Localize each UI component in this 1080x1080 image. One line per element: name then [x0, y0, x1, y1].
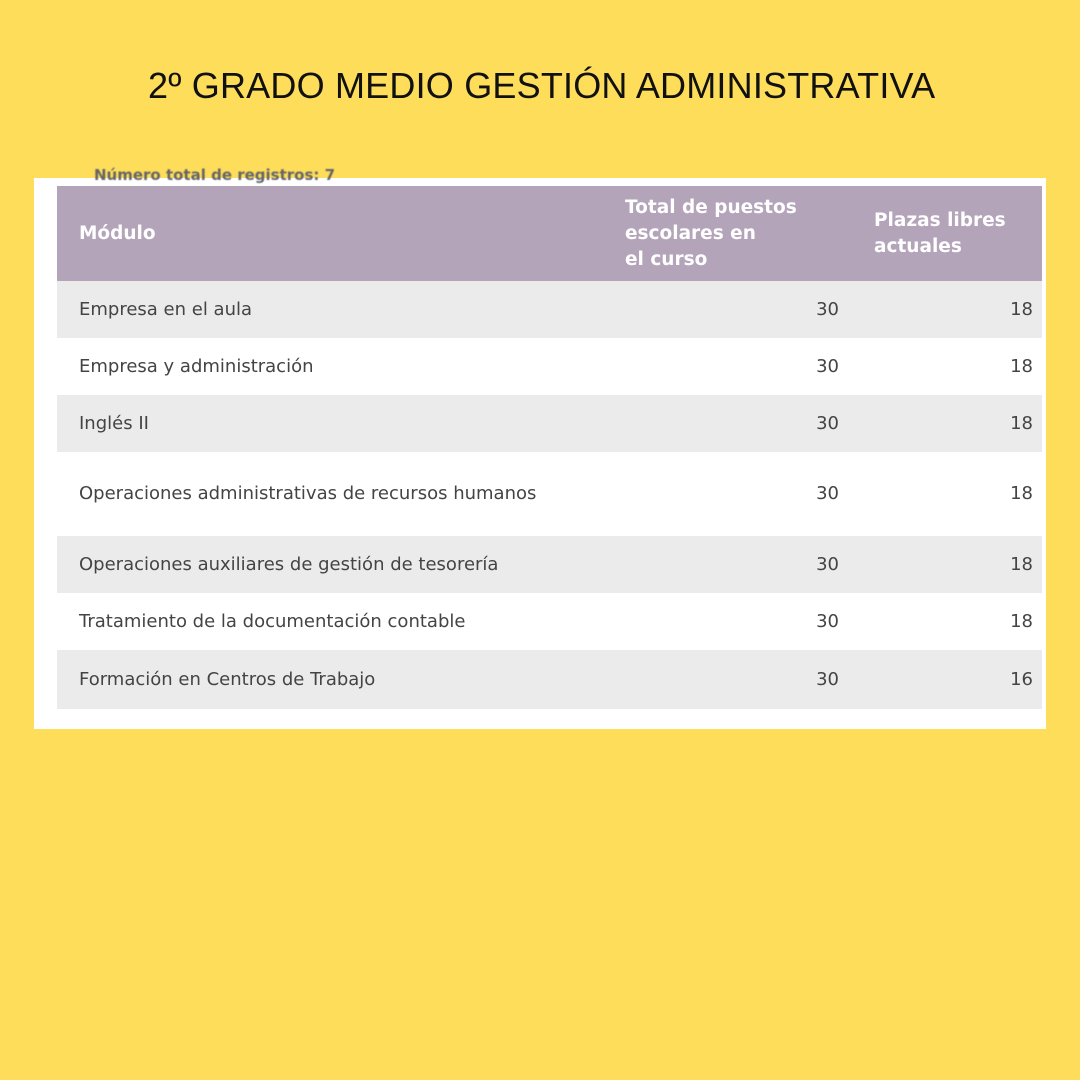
cell-plazas-libres: 18	[1010, 298, 1033, 320]
cell-total-puestos: 30	[816, 553, 839, 575]
table-body	[57, 281, 1042, 709]
cell-modulo: Operaciones auxiliares de gestión de tesorería	[79, 553, 499, 575]
cell-plazas-libres: 18	[1010, 355, 1033, 377]
cell-plazas-libres: 18	[1010, 483, 1033, 504]
cell-total-puestos: 30	[816, 355, 839, 377]
cell-total-puestos: 30	[816, 610, 839, 632]
table-row	[57, 593, 1042, 650]
cell-modulo: Empresa en el aula	[79, 298, 253, 320]
cell-plazas-libres: 16	[1010, 668, 1033, 690]
table-row	[57, 395, 1042, 452]
table-row	[57, 338, 1042, 395]
column-header-modulo: Módulo	[79, 222, 156, 244]
header-row	[57, 186, 1042, 281]
table-row	[57, 536, 1042, 593]
table-row	[57, 452, 1042, 536]
cell-modulo: Operaciones administrativas de recursos humanos	[79, 483, 537, 504]
cell-modulo: Empresa y administración	[79, 355, 314, 377]
cell-plazas-libres: 18	[1010, 412, 1033, 434]
page-title: 2º GRADO MEDIO GESTIÓN ADMINISTRATIVA	[148, 65, 936, 106]
cell-plazas-libres: 18	[1010, 553, 1033, 575]
cell-plazas-libres: 18	[1010, 610, 1033, 632]
cell-total-puestos: 30	[816, 668, 839, 690]
table-row	[57, 281, 1042, 338]
table-row	[57, 650, 1042, 709]
table-header	[57, 186, 1042, 281]
cell-total-puestos: 30	[816, 412, 839, 434]
table-card	[34, 166, 1046, 729]
cell-modulo: Tratamiento de la documentación contable	[79, 610, 466, 632]
cell-total-puestos: 30	[816, 483, 839, 504]
column-header-plazas-libres: Plazas libres actuales	[874, 209, 1006, 257]
cell-modulo: Formación en Centros de Trabajo	[79, 668, 376, 690]
modules-table	[57, 186, 1042, 709]
cell-total-puestos: 30	[816, 298, 839, 320]
column-header-total-puestos: Total de puestos escolares en el curso	[625, 196, 797, 270]
cell-modulo: Inglés II	[79, 412, 149, 434]
table-caption-cut: Número total de registros: 7	[94, 166, 336, 184]
